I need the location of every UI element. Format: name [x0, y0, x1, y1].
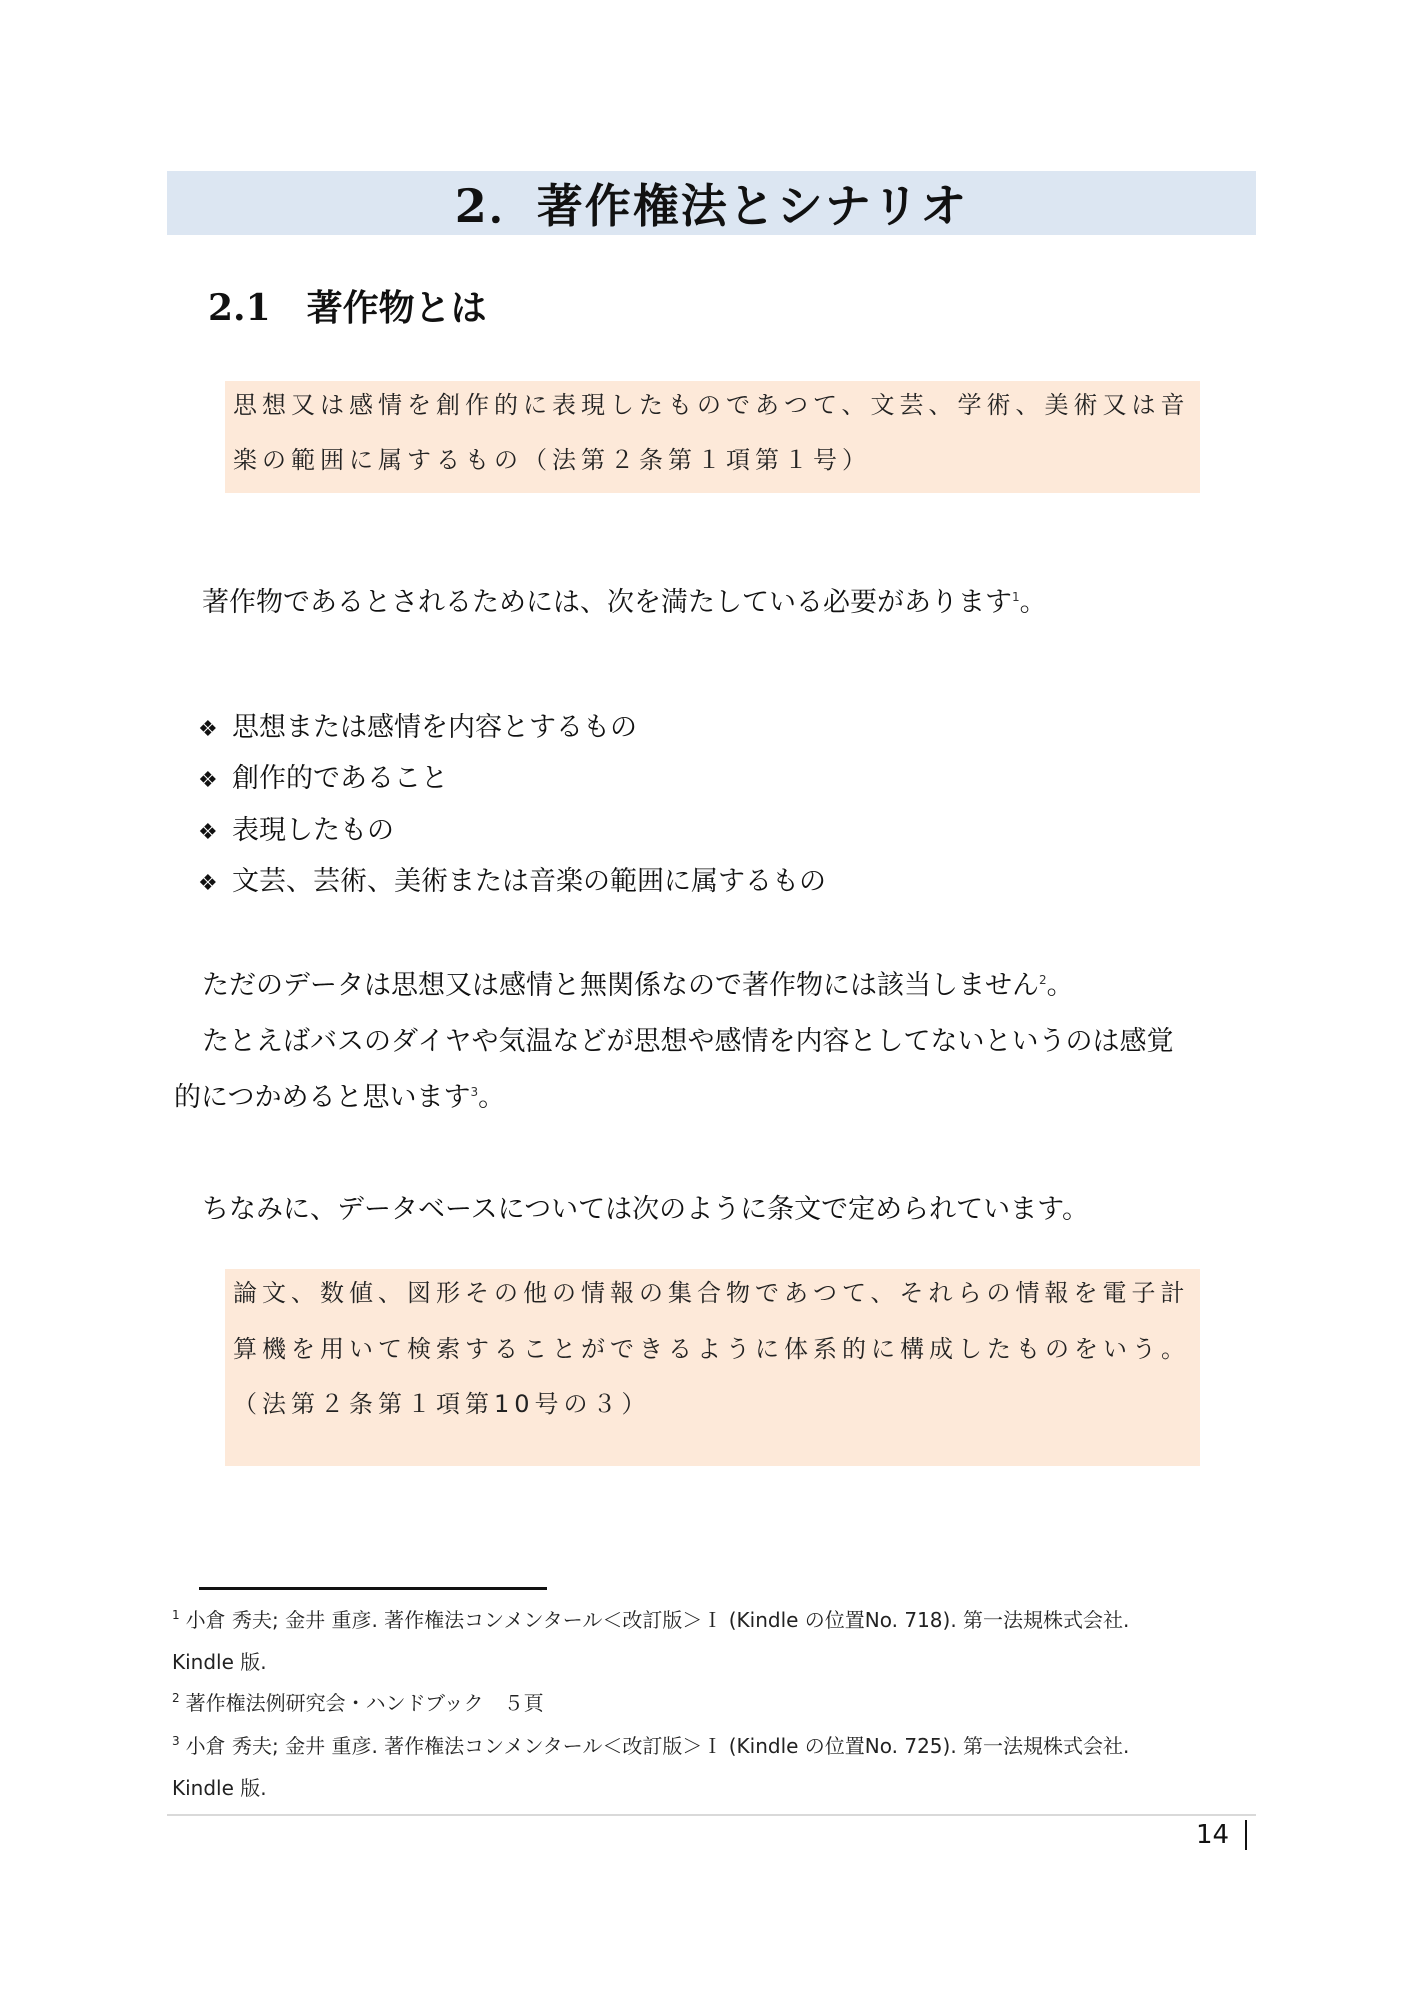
period: 。 — [1046, 970, 1074, 1001]
paragraph-example-line2 — [174, 1075, 505, 1114]
footnote-ref[interactable]: 1 — [1012, 590, 1020, 604]
quote-line: 楽の範囲に属するもの（法第２条第１項第１号） — [233, 446, 871, 474]
page-number-bar — [1245, 1820, 1247, 1850]
paragraph-example-line1: たとえばバスのダイヤや気温などが思想や感情を内容としてないというのは感覚 — [202, 1026, 1174, 1057]
footer-divider — [167, 1814, 1256, 1816]
statute-quote-box — [225, 381, 1200, 493]
list-item-text: 文芸、芸術、美術または音楽の範囲に属するもの — [232, 866, 826, 897]
quote-line: 思想又は感情を創作的に表現したものであつて、文芸、学術、美術又は音 — [233, 391, 1190, 419]
paragraph-data — [202, 963, 1074, 1002]
footnote-ref[interactable]: 3 — [470, 1085, 479, 1099]
footnote-number: 2 — [172, 1691, 180, 1706]
footnote-3 — [172, 1730, 1129, 1759]
list-item — [198, 808, 394, 847]
list-item — [198, 756, 448, 795]
list-item-text: 表現したもの — [232, 815, 394, 846]
paragraph-database: ちなみに、データベースについては次のように条文で定められています。 — [202, 1194, 1089, 1225]
section-title: 著作物とは — [306, 287, 487, 329]
section-number: 2.1 — [208, 287, 271, 329]
period: 。 — [1019, 587, 1047, 618]
footnote-1 — [172, 1604, 1129, 1633]
quote-line: （法第２条第１項第10号の３） — [233, 1390, 651, 1418]
footnote-text: 小倉 秀夫; 金井 重彦. 著作権法コンメンタール＜改訂版＞Ｉ (Kindle の位置No. 718). 第一法規株式会社. — [185, 1608, 1130, 1632]
footnote-1-cont: Kindle 版. — [172, 1650, 267, 1674]
quote-line: 論文、数値、図形その他の情報の集合物であつて、それらの情報を電子計 — [233, 1279, 1190, 1307]
paragraph-text: 的につかめると思います — [174, 1082, 471, 1113]
paragraph-text: ただのデータは思想又は感情と無関係なので著作物には該当しません — [202, 970, 1039, 1001]
database-quote-box — [225, 1269, 1200, 1466]
footnote-number: 1 — [172, 1608, 180, 1623]
diamond-bullet-icon: ❖ — [198, 768, 218, 793]
footnote-separator — [199, 1587, 547, 1590]
footnote-text: 小倉 秀夫; 金井 重彦. 著作権法コンメンタール＜改訂版＞Ｉ (Kindle の位置No. 725). 第一法規株式会社. — [185, 1734, 1130, 1758]
footnote-text: 著作権法例研究会・ハンドブック ５頁 — [185, 1691, 544, 1715]
intro-paragraph — [202, 580, 1047, 619]
period: 。 — [478, 1082, 506, 1113]
section-heading — [208, 280, 487, 331]
diamond-bullet-icon: ❖ — [198, 871, 218, 896]
list-item — [198, 705, 637, 744]
diamond-bullet-icon: ❖ — [198, 820, 218, 845]
list-item-text: 創作的であること — [232, 763, 448, 794]
quote-line: 算機を用いて検索することができるように体系的に構成したものをいう。 — [233, 1335, 1190, 1363]
list-item-text: 思想または感情を内容とするもの — [232, 712, 637, 743]
footnote-number: 3 — [172, 1734, 180, 1749]
chapter-title: 2．著作権法とシナリオ — [454, 179, 969, 233]
footnote-ref[interactable]: 2 — [1039, 973, 1047, 987]
footnote-3-cont: Kindle 版. — [172, 1776, 267, 1800]
intro-text: 著作物であるとされるためには、次を満たしている必要があります — [202, 587, 1012, 618]
chapter-title-band — [167, 171, 1256, 235]
list-item — [198, 859, 826, 898]
page-number: 14 — [1196, 1820, 1230, 1850]
diamond-bullet-icon: ❖ — [198, 717, 218, 742]
footnote-2 — [172, 1687, 544, 1716]
